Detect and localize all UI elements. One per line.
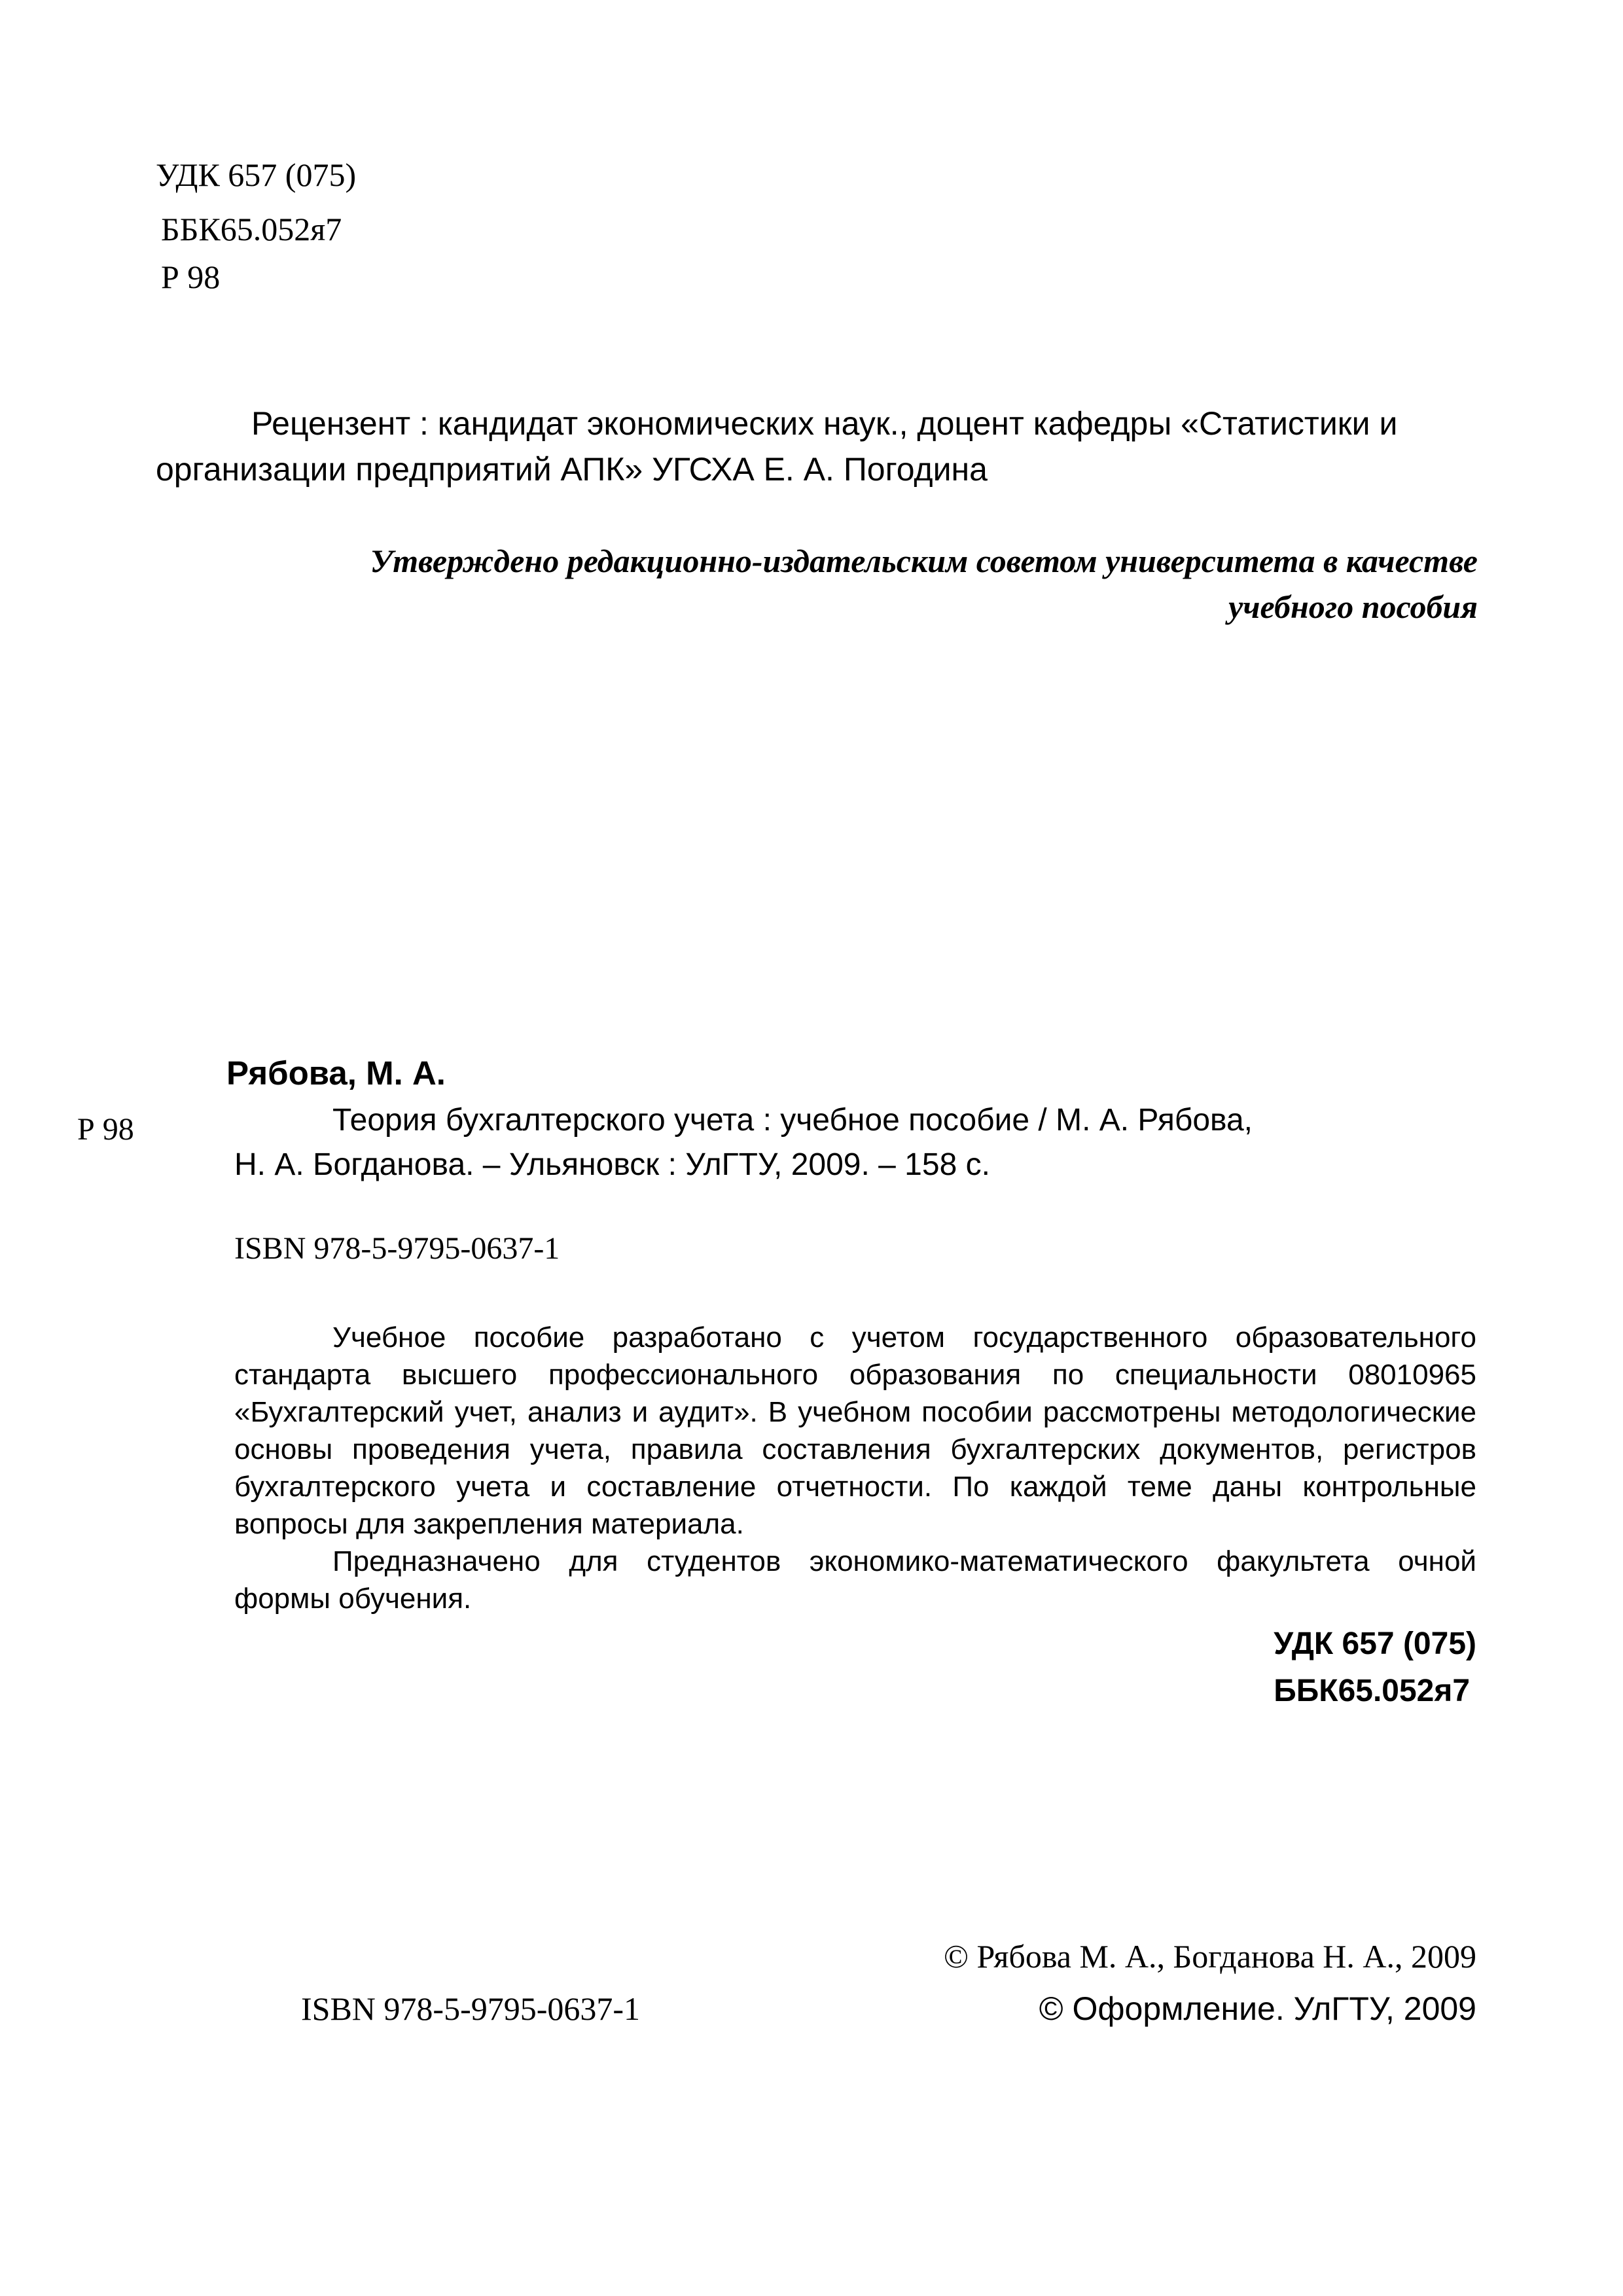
udk-code: УДК 657 (075) <box>156 156 357 193</box>
card-udk: УДК 657 (075) <box>1274 1626 1476 1661</box>
card-author: Рябова, М. А. <box>226 1054 446 1092</box>
bibliographic-line-1: Теория бухгалтерского учета : учебное пособие / М. А. Рябова, <box>332 1103 1253 1138</box>
bibliographic-line-2: Н. А. Богданова. – Ульяновск : УлГТУ, 2009. – 158 с. <box>234 1147 990 1182</box>
bbk-code: ББК65.052я7 <box>161 211 342 247</box>
reviewer-text: Рецензент : кандидат экономических наук., доцент кафедры «Статистики и организации предприятий АПК» УГСХА Е. А. Погодина <box>156 405 1398 488</box>
card-author-mark: Р 98 <box>77 1112 134 1147</box>
abstract-text: Учебное пособие разработано с учетом государственного образовательного стандарта высшего профессионального образования по специальности 08010965 «Бухгалтерский учет, анализ и аудит». В учебном пособии рассмотрены методологические основы проведения учета, правила составления бухгалтерских документов, регистров бухгалтерского учета и составление отчетности. По каждой теме даны контрольные вопросы для закрепления материала. <box>234 1321 1476 1540</box>
card-isbn: ISBN 978-5-9795-0637-1 <box>234 1231 560 1266</box>
approval-line-2: учебного пособия <box>1228 588 1478 625</box>
card-abstract <box>234 1319 1476 1617</box>
footer-isbn: ISBN 978-5-9795-0637-1 <box>301 1990 641 2027</box>
bibliographic-description <box>234 1098 1476 1187</box>
card-bbk: ББК65.052я7 <box>1274 1674 1471 1708</box>
copyright-design: © Оформление. УлГТУ, 2009 <box>1039 1990 1476 2027</box>
approval-note <box>196 538 1478 630</box>
approval-line-1: Утверждено редакционно-издательским советом университета в качестве <box>370 543 1478 579</box>
purpose-text: Предназначено для студентов экономико-математического факультета очной формы обучения. <box>234 1545 1476 1615</box>
author-mark: Р 98 <box>161 259 221 295</box>
copyright-authors: © Рябова М. А., Богданова Н. А., 2009 <box>943 1938 1476 1975</box>
card-codes <box>1274 1621 1476 1715</box>
